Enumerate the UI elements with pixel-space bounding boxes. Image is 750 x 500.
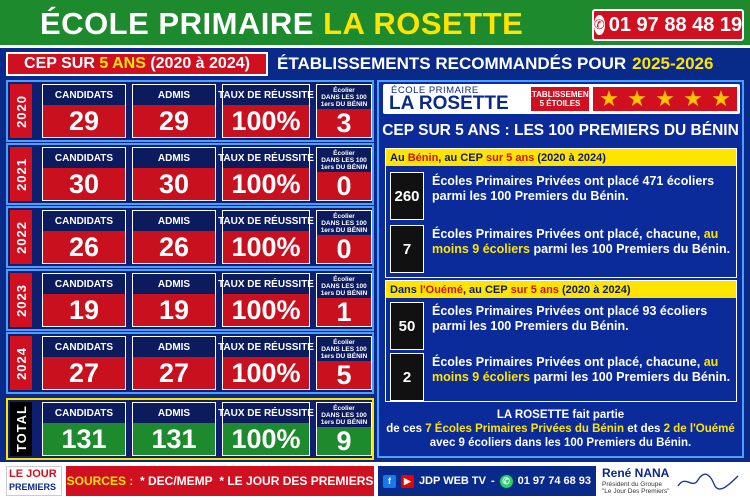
sources-label: SOURCES : [66,474,134,488]
cell-value: 5 [317,361,371,389]
cell-label [317,403,371,427]
label-line: Écolier [333,86,355,94]
candidats-cell [42,336,126,390]
table-row [6,206,374,268]
title-school-type: ÉCOLE PRIMAIRE [40,6,314,41]
cell-label: TAUX DE RÉUSSITE [223,148,309,168]
stat-text-part: Écoles Primaires Privées ont placé, chacune, [432,227,701,241]
signature-scribble-icon [676,470,740,492]
phone-badge [592,9,744,41]
candidats-cell [42,273,126,327]
head-range: (2020 à 2024) [537,151,606,164]
candidats-cell [42,147,126,201]
five-star-badge [526,87,594,111]
label-line: 1ers DU BÉNIN [320,163,368,171]
signer-name: René NANA [602,466,670,480]
footer-part: de ces [386,423,423,435]
cell-value: 30 [43,168,125,200]
header-bar [0,0,750,48]
cell-value: 0 [317,235,371,263]
candidats-cell [42,210,126,264]
badge-line-1: ÉTABLISSEMENT [526,90,594,99]
sources-banner [66,466,374,496]
stat-text-part: Écoles Primaires Privées ont placé, chacune, [432,355,701,369]
taux-cell [218,336,314,390]
brand-school-type: ÉCOLE PRIMAIRE [391,85,479,96]
star-icon: ★ [627,86,647,111]
cell-value: 27 [133,357,215,389]
cell-label: TAUX DE RÉUSSITE [223,337,309,357]
candidats-cell [42,84,126,138]
cell-label: TAUX DE RÉUSSITE [223,85,309,105]
badge-line-2: 5 ÉTOILES [539,99,581,108]
cep-prefix: CEP SUR [24,55,95,72]
cell-label: CANDIDATS [43,148,125,168]
year-label: TOTAL [13,405,29,453]
cell-value: 9 [317,427,371,455]
cell-value: 100% [223,294,309,326]
taux-cell [218,273,314,327]
ecolier-cell [316,210,372,264]
year-label-box [10,273,32,327]
cell-value: 100% [223,231,309,263]
cell-value: 29 [133,105,215,137]
label-line: Écolier [333,275,355,283]
label-line: 1ers DU BÉNIN [320,226,368,234]
year-label: 2020 [13,94,29,128]
social-name: JDP WEB TV [418,475,486,487]
ecolier-cell [316,336,372,390]
head-period: sur 5 ans [485,151,535,164]
head-range: (2020 à 2024) [562,283,631,296]
role-line: "Le Jour Des Premiers" [602,488,670,495]
total-row [6,398,374,460]
admis-cell [132,402,216,456]
jdp-logo [6,466,62,496]
taux-cell [218,147,314,201]
stat-text [432,355,732,385]
year-label-box [10,147,32,201]
cell-value: 19 [133,294,215,326]
phone-icon: ✆ [594,15,605,35]
table-row [6,332,374,394]
cell-value: 26 [43,231,125,263]
cell-value: 27 [43,357,125,389]
ecolier-cell [316,147,372,201]
footer-line-2 [379,422,742,436]
label-line: DANS LES 100 [321,219,367,227]
table-row [6,80,374,142]
cell-label: CANDIDATS [43,274,125,294]
table-row [6,143,374,205]
cell-label: CANDIDATS [43,337,125,357]
ranking-footer [379,408,742,450]
footer-bar [0,462,750,500]
whatsapp-icon: ✆ [500,475,513,488]
logo-line-2: PREMIERS [9,482,57,492]
cell-label: TAUX DE RÉUSSITE [223,403,309,423]
head-part: Au [390,151,405,164]
cell-value: 131 [133,423,215,455]
label-line: 1ers DU BÉNIN [320,289,368,297]
label-line: Écolier [333,404,355,412]
cell-label: ADMIS [133,211,215,231]
cell-label: ADMIS [133,274,215,294]
cell-label: CANDIDATS [43,403,125,423]
brand-school-name: LA ROSETTE [389,93,509,114]
cell-label [317,85,371,109]
stat-number: 260 [390,172,424,220]
page-title [40,6,523,42]
head-part: , au CEP [462,283,508,296]
admis-cell [132,84,216,138]
label-line: DANS LES 100 [321,93,367,101]
star-icon: ★ [711,86,731,111]
cell-label: TAUX DE RÉUSSITE [223,211,309,231]
label-line: 1ers DU BÉNIN [320,352,368,360]
label-line: Écolier [333,212,355,220]
cell-value: 100% [223,168,309,200]
admis-cell [132,273,216,327]
label-line: Écolier [333,338,355,346]
benin-section [385,148,737,278]
cell-label: CANDIDATS [43,85,125,105]
taux-cell [218,210,314,264]
cell-label: ADMIS [133,85,215,105]
taux-cell [218,84,314,138]
social-banner: f ▶ JDP WEB TV - ✆ 01 97 74 68 93 [378,466,596,496]
cell-value: 26 [133,231,215,263]
recommended-year: 2025-2026 [632,54,714,73]
head-region: l'Ouémé [419,283,463,296]
star-rating [593,87,737,111]
results-table [6,80,374,458]
ecolier-cell [316,402,372,456]
footer-part: et des [627,423,661,435]
recommended-text: ÉTABLISSEMENTS RECOMMANDÉS POUR [277,54,627,73]
youtube-icon: ▶ [401,475,414,488]
year-label: 2023 [13,283,29,317]
stat-text-highlight: au moins 9 écoliers [432,355,719,384]
ecolier-cell [316,273,372,327]
cell-label: TAUX DE RÉUSSITE [223,274,309,294]
phone-number: 01 97 88 48 19 [608,13,743,36]
cell-value: 100% [223,105,309,137]
cell-value: 1 [317,298,371,326]
year-label-box [10,84,32,138]
head-part: Dans [390,283,417,296]
stat-text: Écoles Primaires Privées ont placé 93 écoliers parmi les 100 Premiers du Bénin. [432,304,708,333]
stat-number: 2 [390,353,424,401]
footer-highlight: 2 de l'Ouémé [663,423,735,435]
cep-period-banner [6,52,268,76]
admis-cell [132,147,216,201]
cell-label [317,211,371,235]
signer-role [602,481,669,495]
stat-text: Écoles Primaires Privées ont placé 471 écoliers parmi les 100 Premiers du Bénin. [432,174,715,203]
footer-line-3: avec 9 écoliers dans les 100 Premiers du Bénin. [429,437,692,449]
cell-value: 29 [43,105,125,137]
cell-value: 3 [317,109,371,137]
table-row [6,269,374,331]
admis-cell [132,336,216,390]
label-line: DANS LES 100 [321,345,367,353]
role-line: Président du Groupe [602,481,662,488]
cep-years: 5 ANS [99,55,146,72]
label-line: DANS LES 100 [321,156,367,164]
ranking-panel [377,80,744,458]
year-label-box [10,210,32,264]
head-period: sur 5 ans [510,283,559,296]
stat-text-highlight: au moins 9 écoliers [432,227,719,256]
source-item: * LE JOUR DES PREMIERS [219,474,374,488]
facebook-icon: f [383,475,396,488]
star-icon: ★ [683,86,703,111]
cell-value: 30 [133,168,215,200]
label-line: DANS LES 100 [321,411,367,419]
head-part: , au CEP [438,151,483,164]
cell-value: 0 [317,172,371,200]
cell-label [317,148,371,172]
cell-label: CANDIDATS [43,211,125,231]
star-icon: ★ [655,86,675,111]
source-item: * DEC/MEMP [139,474,213,488]
cell-label [317,274,371,298]
label-line: DANS LES 100 [321,282,367,290]
cell-value: 100% [223,423,309,455]
label-line: 1ers DU BÉNIN [320,418,368,426]
candidats-cell [42,402,126,456]
signature-block [600,466,744,496]
footer-line-1: LA ROSETTE fait partie [496,409,625,421]
stat-text-part: parmi les 100 Premiers du Bénin. [533,242,731,256]
year-label: 2022 [13,220,29,254]
year-label: 2021 [13,157,29,191]
social-phone: 01 97 74 68 93 [517,475,592,487]
year-label-box [10,402,32,456]
year-label-box [10,336,32,390]
logo-line-1: LE JOUR [9,468,57,480]
cell-label: ADMIS [133,148,215,168]
benin-section-header [386,149,736,166]
label-line: 1ers DU BÉNIN [320,100,368,108]
title-school-name: LA ROSETTE [323,6,524,41]
footer-highlight: 7 Écoles Primaires Privées du Bénin [425,423,625,435]
oueme-section [385,280,737,402]
taux-cell [218,402,314,456]
stat-number: 50 [390,302,424,350]
recommended-banner [277,52,745,76]
ecolier-cell [316,84,372,138]
stat-number: 7 [390,225,424,273]
stat-text [432,227,732,257]
oueme-section-header [386,281,736,298]
stat-text-part: parmi les 100 Premiers du Bénin. [533,370,731,384]
label-line: Écolier [333,149,355,157]
star-icon: ★ [599,86,619,111]
brand-banner [383,84,740,114]
cep-range: (2020 à 2024) [150,55,250,72]
head-region: Bénin [407,151,439,164]
cell-label: ADMIS [133,337,215,357]
cell-label: ADMIS [133,403,215,423]
year-label: 2024 [13,346,29,380]
admis-cell [132,210,216,264]
ranking-title: CEP SUR 5 ANS : LES 100 PREMIERS DU BÉNIN [382,122,739,139]
cell-label [317,337,371,361]
cell-value: 100% [223,357,309,389]
cell-value: 19 [43,294,125,326]
cell-value: 131 [43,423,125,455]
